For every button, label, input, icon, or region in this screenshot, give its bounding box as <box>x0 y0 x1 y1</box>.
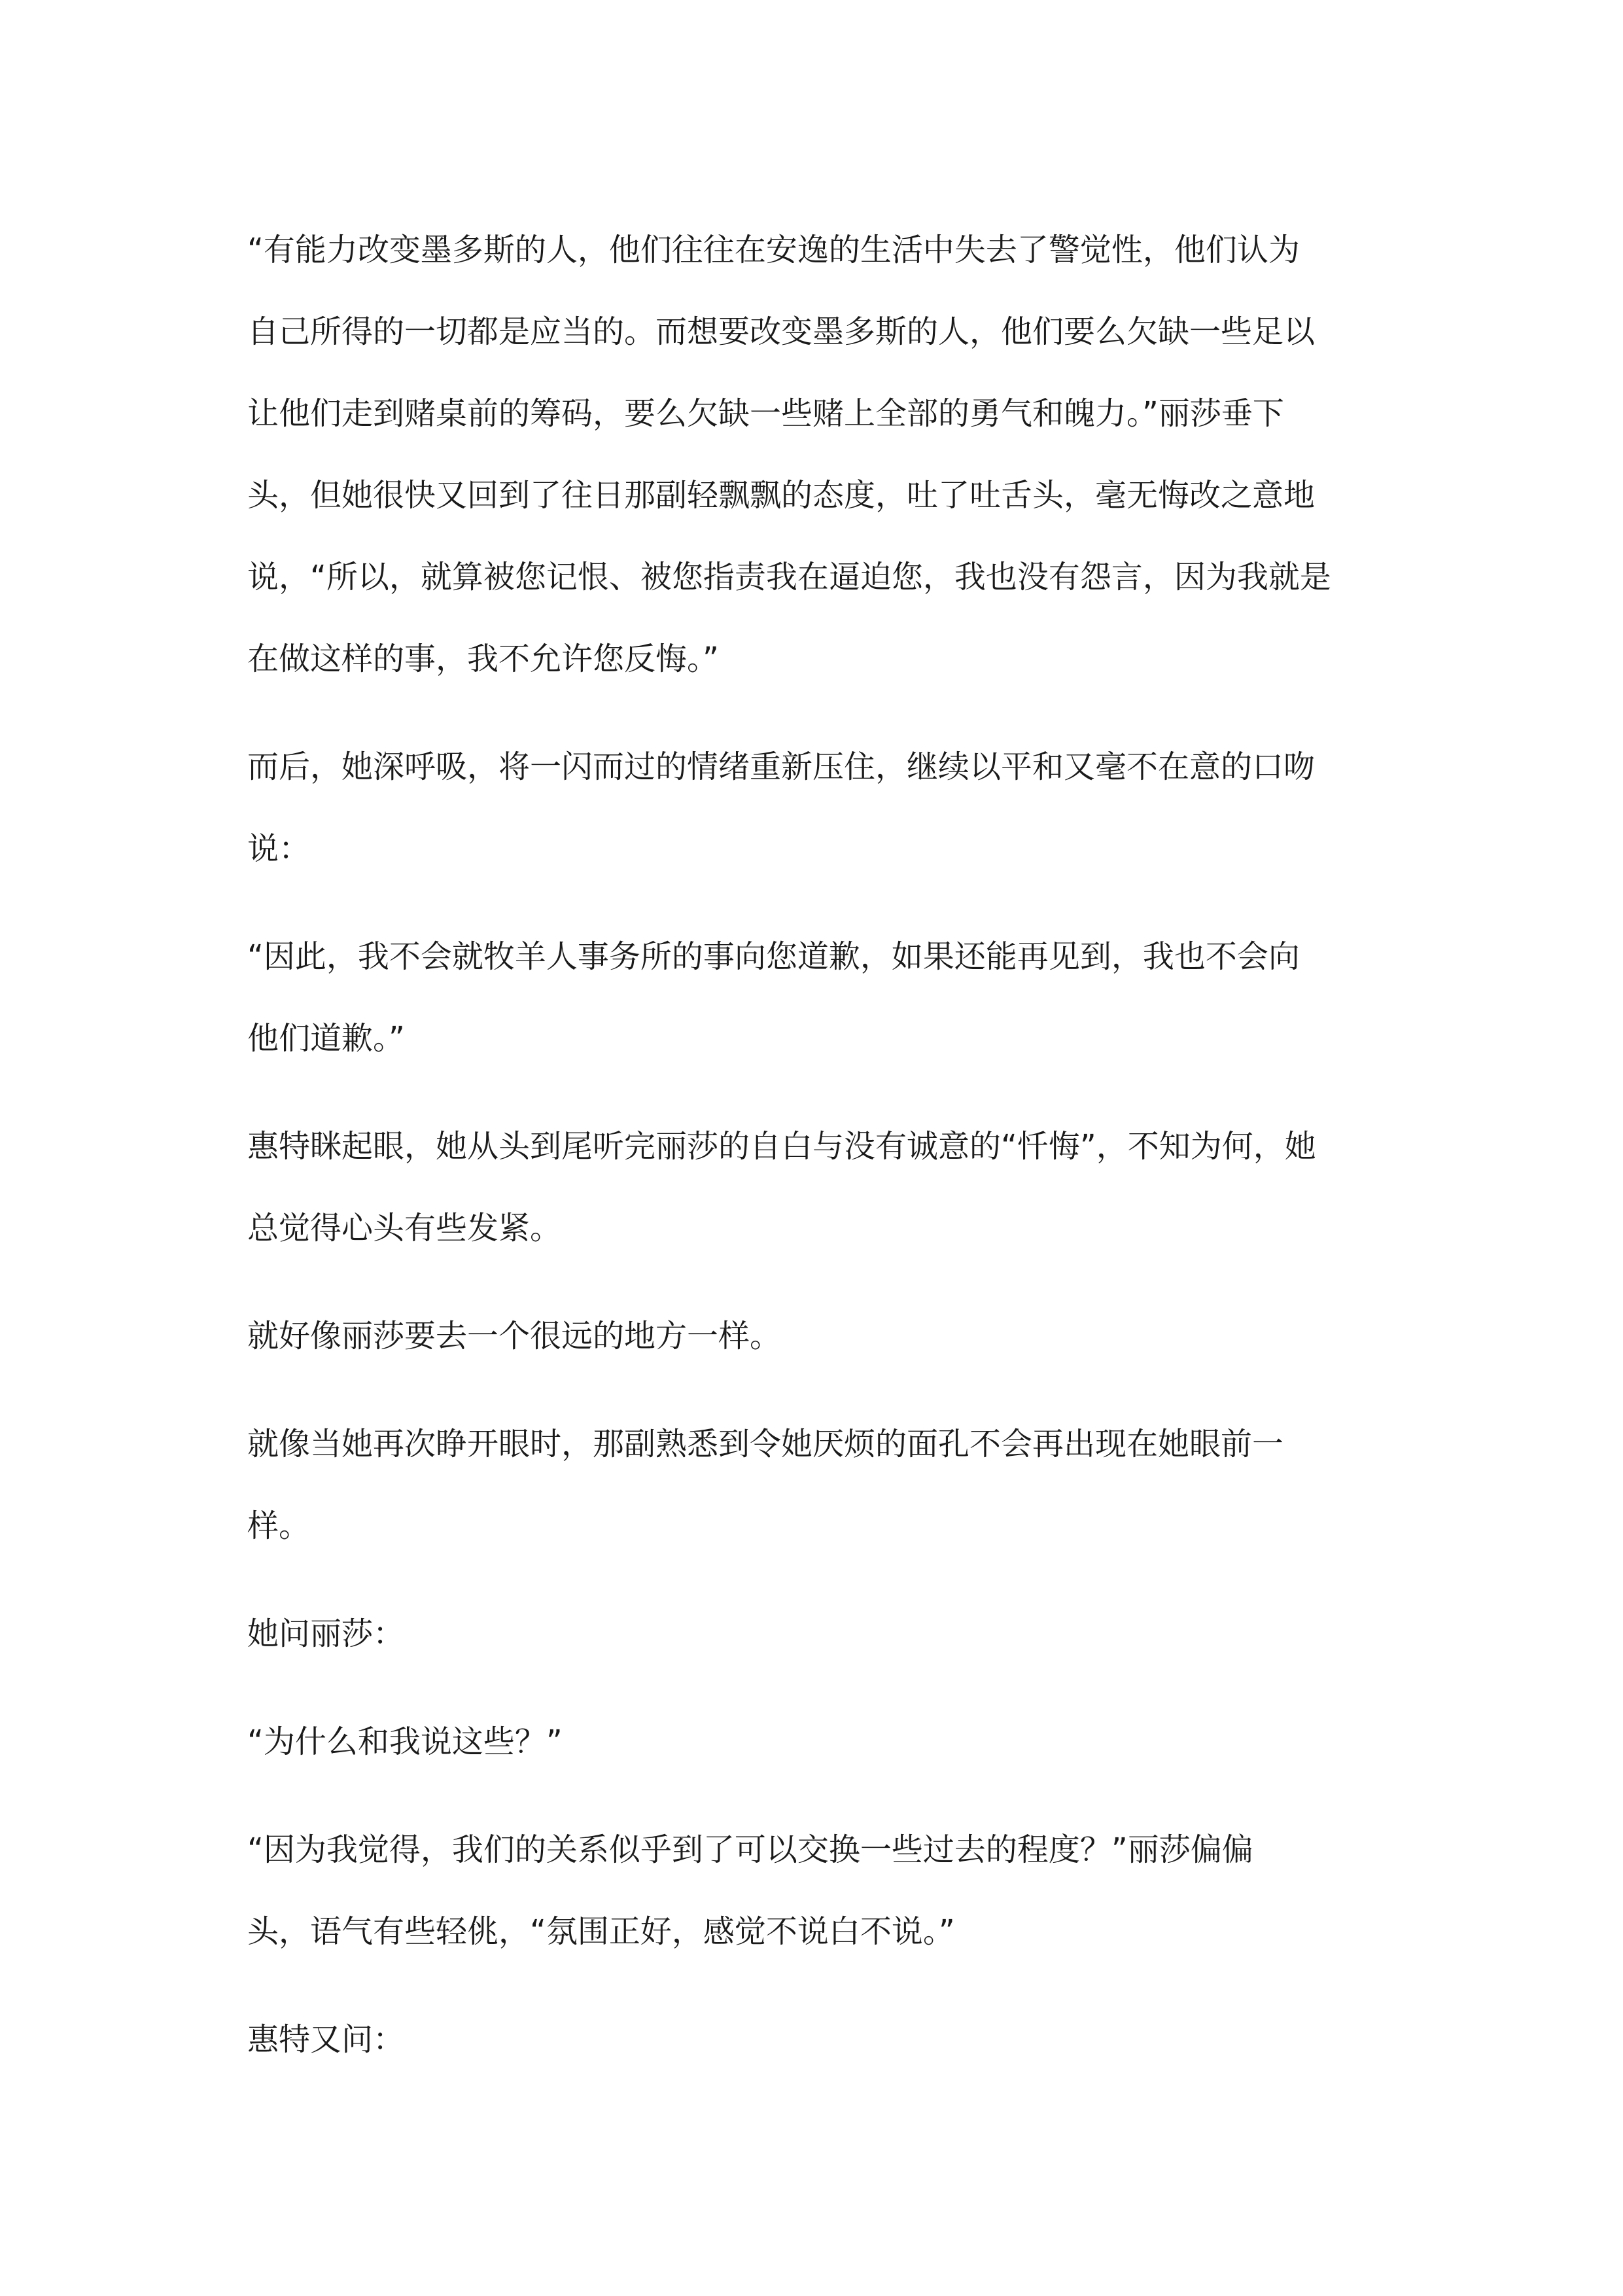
text-line: 自己所得的一切都是应当的。而想要改变墨多斯的人，他们要么欠缺一些足以 <box>247 313 1316 350</box>
text-line: 在做这样的事，我不允许您反悔。” <box>247 641 719 677</box>
text-line: 说： <box>247 830 311 867</box>
text-line: 头，但她很快又回到了往日那副轻飘飘的态度，吐了吐舌头，毫无悔改之意地 <box>247 477 1316 514</box>
text-line: “因此，我不会就牧羊人事务所的事向您道歉，如果还能再见到，我也不会向 <box>247 938 1300 975</box>
text-line: 惠特眯起眼，她从头到尾听完丽莎的自白与没有诚意的“忏悔”，不知为何，她 <box>247 1128 1316 1165</box>
paragraph-6 <box>247 1404 1408 1567</box>
paragraph-1 <box>247 209 1408 700</box>
text-line: “因为我觉得，我们的关系似乎到了可以交换一些过去的程度？”丽莎偏偏 <box>247 1831 1253 1868</box>
text-line: “为什么和我说这些？” <box>247 1723 563 1760</box>
paragraph-4 <box>247 1106 1408 1269</box>
paragraph-9 <box>247 1809 1408 1973</box>
text-line: 惠特又问： <box>247 2021 405 2058</box>
paragraph-10 <box>247 1999 1408 2081</box>
text-line: 说，“所以，就算被您记恨、被您指责我在逼迫您，我也没有怨言，因为我就是 <box>247 559 1331 595</box>
text-line: 总觉得心头有些发紧。 <box>247 1210 562 1246</box>
text-line: 让他们走到赌桌前的筹码，要么欠缺一些赌上全部的勇气和魄力。”丽莎垂下 <box>247 395 1284 432</box>
text-line: 就好像丽莎要去一个很远的地方一样。 <box>247 1318 782 1354</box>
paragraph-7 <box>247 1593 1408 1675</box>
paragraph-5 <box>247 1296 1408 1377</box>
text-line: 样。 <box>247 1508 311 1544</box>
text-line: “有能力改变墨多斯的人，他们往往在安逸的生活中失去了警觉性，他们认为 <box>247 232 1300 268</box>
text-line: 头，语气有些轻佻，“氛围正好，感觉不说白不说。” <box>247 1913 955 1950</box>
text-line: 她问丽莎： <box>247 1616 405 1652</box>
paragraph-2 <box>247 726 1408 890</box>
paragraph-8 <box>247 1701 1408 1783</box>
text-line: 就像当她再次睁开眼时，那副熟悉到令她厌烦的面孔不会再出现在她眼前一 <box>247 1426 1284 1462</box>
paragraph-3 <box>247 916 1408 1080</box>
document-body <box>247 209 1408 2107</box>
text-line: 而后，她深呼吸，将一闪而过的情绪重新压住，继续以平和又毫不在意的口吻 <box>247 749 1316 785</box>
text-line: 他们道歉。” <box>247 1020 405 1057</box>
